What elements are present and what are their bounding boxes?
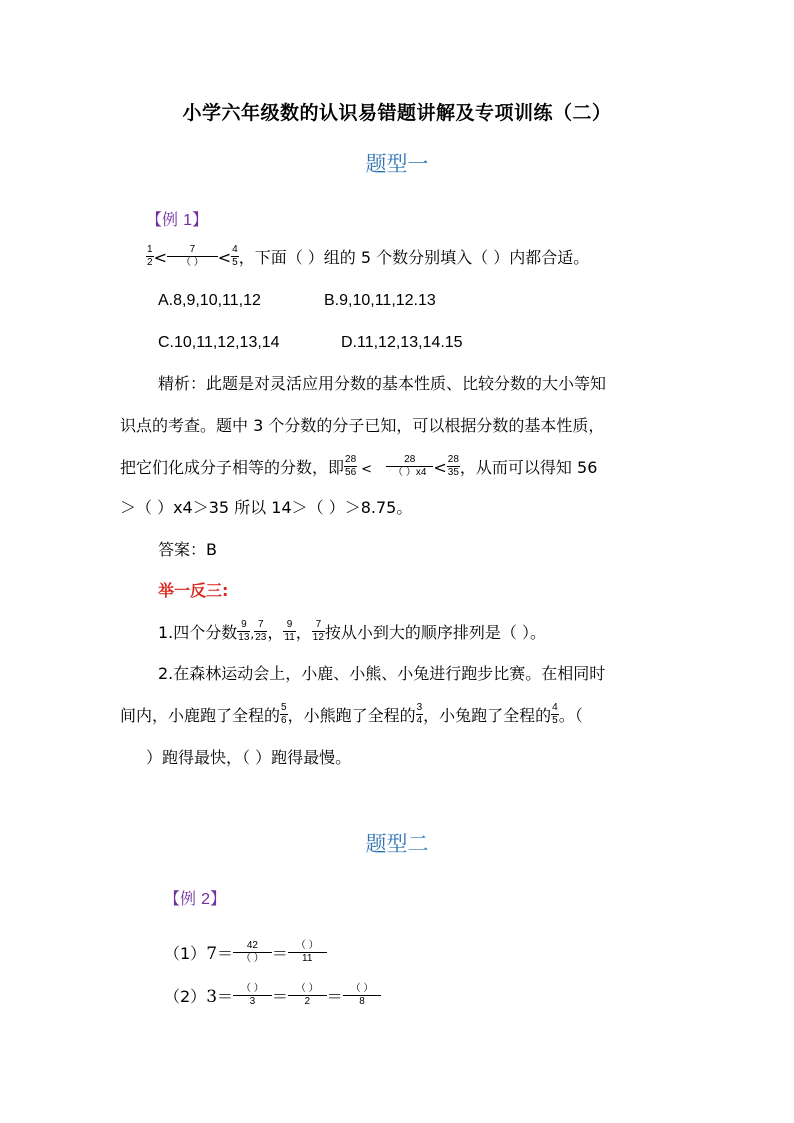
fraction-denominator: 5 xyxy=(232,257,238,268)
fraction-blank-3 xyxy=(233,983,272,1008)
document-title: 小学六年级数的认识易错题讲解及专项训练（二） xyxy=(182,102,612,124)
fraction-numerator: 5 xyxy=(281,702,287,713)
fraction-blank-11 xyxy=(288,940,327,965)
example-1-label xyxy=(146,207,208,230)
less-than-sign: < xyxy=(361,462,373,477)
fraction-denominator: 2 xyxy=(304,996,310,1007)
fraction-blank-2 xyxy=(288,983,327,1008)
section-heading-1-text: 题型一 xyxy=(365,152,429,176)
less-than-sign: < xyxy=(433,458,447,477)
comma: ， xyxy=(267,623,284,642)
fraction-7-blank xyxy=(167,244,218,269)
fraction-28-blank-x4 xyxy=(386,454,433,479)
less-than-sign: < xyxy=(217,248,232,267)
example-2-label-num: 2 xyxy=(201,891,210,908)
fraction-numerator: 3 xyxy=(416,702,423,713)
fraction-7-23 xyxy=(254,619,267,644)
fraction-denominator: 11 xyxy=(284,632,295,643)
practice-question-2-text-b: ，小熊跑了全程的 xyxy=(287,706,416,725)
example-1-label-close: 】 xyxy=(192,210,209,229)
fraction-numerator: 28 xyxy=(345,454,357,465)
practice-question-2-line-3: ）跑得最快，（ ）跑得最慢。 xyxy=(146,748,352,767)
fraction-numerator: 28 xyxy=(386,454,433,467)
practice-heading: 举一反三: xyxy=(158,581,229,600)
example-2-problem-2 xyxy=(164,985,381,1010)
fraction-denominator: 23 xyxy=(255,632,267,643)
fraction-numerator: （ ） xyxy=(288,940,327,953)
example-2-label-open: 【例 xyxy=(164,889,202,908)
fraction-numerator: 1 xyxy=(147,244,153,255)
practice-question-2-line-2 xyxy=(120,704,583,729)
analysis-line-3 xyxy=(120,456,597,481)
fraction-numerator: 7 xyxy=(254,619,267,632)
section-heading-1 xyxy=(0,148,794,178)
fraction-9-11 xyxy=(283,619,295,644)
equals-sign: ＝ xyxy=(271,944,288,963)
practice-question-2-text-c: ，小兔跑了全程的 xyxy=(423,706,552,725)
fraction-9-13 xyxy=(237,619,250,644)
fraction-numerator: 9 xyxy=(283,619,295,632)
fraction-numerator: （ ） xyxy=(343,983,382,996)
fraction-numerator: 42 xyxy=(233,940,272,953)
problem-1-label: （1） xyxy=(164,944,207,963)
fraction-28-56 xyxy=(344,454,357,479)
equals-sign: ＝ xyxy=(271,987,288,1006)
fraction-denominator: 3 xyxy=(249,996,256,1007)
less-than-sign: < xyxy=(153,248,167,267)
option-b: B.9,10,11,12.13 xyxy=(324,292,436,309)
practice-question-2-text-a: 间内，小鹿跑了全程的 xyxy=(120,706,281,725)
equals-sign: ＝ xyxy=(326,987,343,1006)
comma: ， xyxy=(295,623,312,642)
equals-sign: ＝ xyxy=(217,987,234,1006)
fraction-denominator: 2 xyxy=(147,257,153,268)
equals-sign: ＝ xyxy=(217,944,234,963)
analysis-line-3-text-a: 把它们化成分子相等的分数，即 xyxy=(120,458,345,477)
fraction-denominator: 4 xyxy=(416,715,423,726)
answer-line: 答案：B xyxy=(158,540,217,559)
fraction-denominator: 5 xyxy=(552,715,558,726)
fraction-denominator: 13 xyxy=(238,632,250,643)
comma: , xyxy=(250,627,255,641)
fraction-numerator: 28 xyxy=(447,454,459,465)
example-2-problem-1 xyxy=(164,942,327,967)
practice-question-2-line-1: 2.在森林运动会上，小鹿、小熊、小兔进行跑步比赛。在相同时 xyxy=(158,664,606,683)
analysis-line-3-text-b: ，从而可以得知 56 xyxy=(459,458,598,477)
fraction-4-5-b xyxy=(551,702,559,727)
fraction-denominator: 6 xyxy=(281,715,287,726)
practice-question-2-text-d: 。（ xyxy=(558,706,583,725)
fraction-7-12 xyxy=(312,619,325,644)
fraction-denominator: 11 xyxy=(302,953,313,964)
fraction-4-5 xyxy=(231,244,239,269)
fraction-blank-8 xyxy=(343,983,382,1008)
fraction-denominator: 35 xyxy=(447,467,459,478)
fraction-numerator: （ ） xyxy=(233,983,272,996)
fraction-numerator: 9 xyxy=(237,619,250,632)
fraction-3-4 xyxy=(416,702,424,727)
practice-question-1 xyxy=(158,621,546,646)
option-d: D.11,12,13,14.15 xyxy=(341,334,463,351)
fraction-numerator: 4 xyxy=(232,244,238,255)
example-1-label-open: 【例 xyxy=(146,210,184,229)
problem-2-label: （2） xyxy=(164,987,207,1006)
fraction-numerator: （ ） xyxy=(288,983,327,996)
fraction-denominator: 8 xyxy=(359,996,365,1007)
example-2-label-close: 】 xyxy=(210,889,227,908)
example-1-question-text: ，下面（ ）组的 5 个数分别填入（ ）内都合适。 xyxy=(238,248,590,267)
option-a: A.8,9,10,11,12 xyxy=(158,292,261,309)
fraction-denominator: （ ） xyxy=(180,257,204,268)
fraction-1-2 xyxy=(146,244,154,269)
fraction-denominator: 12 xyxy=(312,632,324,643)
example-1-question xyxy=(146,246,589,271)
fraction-5-6 xyxy=(280,702,288,727)
option-c: C.10,11,12,13,14 xyxy=(158,334,280,351)
analysis-line-2: 识点的考查。题中 3 个分数的分子已知，可以根据分数的基本性质， xyxy=(120,416,605,435)
fraction-numerator: 7 xyxy=(167,244,218,257)
section-heading-2 xyxy=(0,828,794,858)
problem-2-lhs: 3 xyxy=(206,987,218,1007)
fraction-numerator: 7 xyxy=(312,619,325,632)
analysis-line-4: ＞（ ）x4＞35 所以 14＞（ ）＞8.75。 xyxy=(120,498,413,517)
fraction-denominator: （ ）x4 xyxy=(393,467,427,478)
fraction-denominator: （ ） xyxy=(241,953,264,964)
section-heading-2-text: 题型二 xyxy=(365,832,429,856)
practice-question-1-text-a: 1.四个分数 xyxy=(158,623,238,642)
fraction-42-blank xyxy=(233,940,272,965)
fraction-numerator: 4 xyxy=(552,702,558,713)
practice-question-1-text-b: 按从小到大的顺序排列是（ ）。 xyxy=(324,623,546,642)
example-1-label-num: 1 xyxy=(183,212,192,229)
problem-1-lhs: 7 xyxy=(206,944,218,964)
fraction-28-35 xyxy=(447,454,460,479)
example-2-label xyxy=(164,886,226,909)
analysis-line-1: 精析：此题是对灵活应用分数的基本性质、比较分数的大小等知 xyxy=(158,374,607,393)
fraction-denominator: 56 xyxy=(345,467,357,478)
